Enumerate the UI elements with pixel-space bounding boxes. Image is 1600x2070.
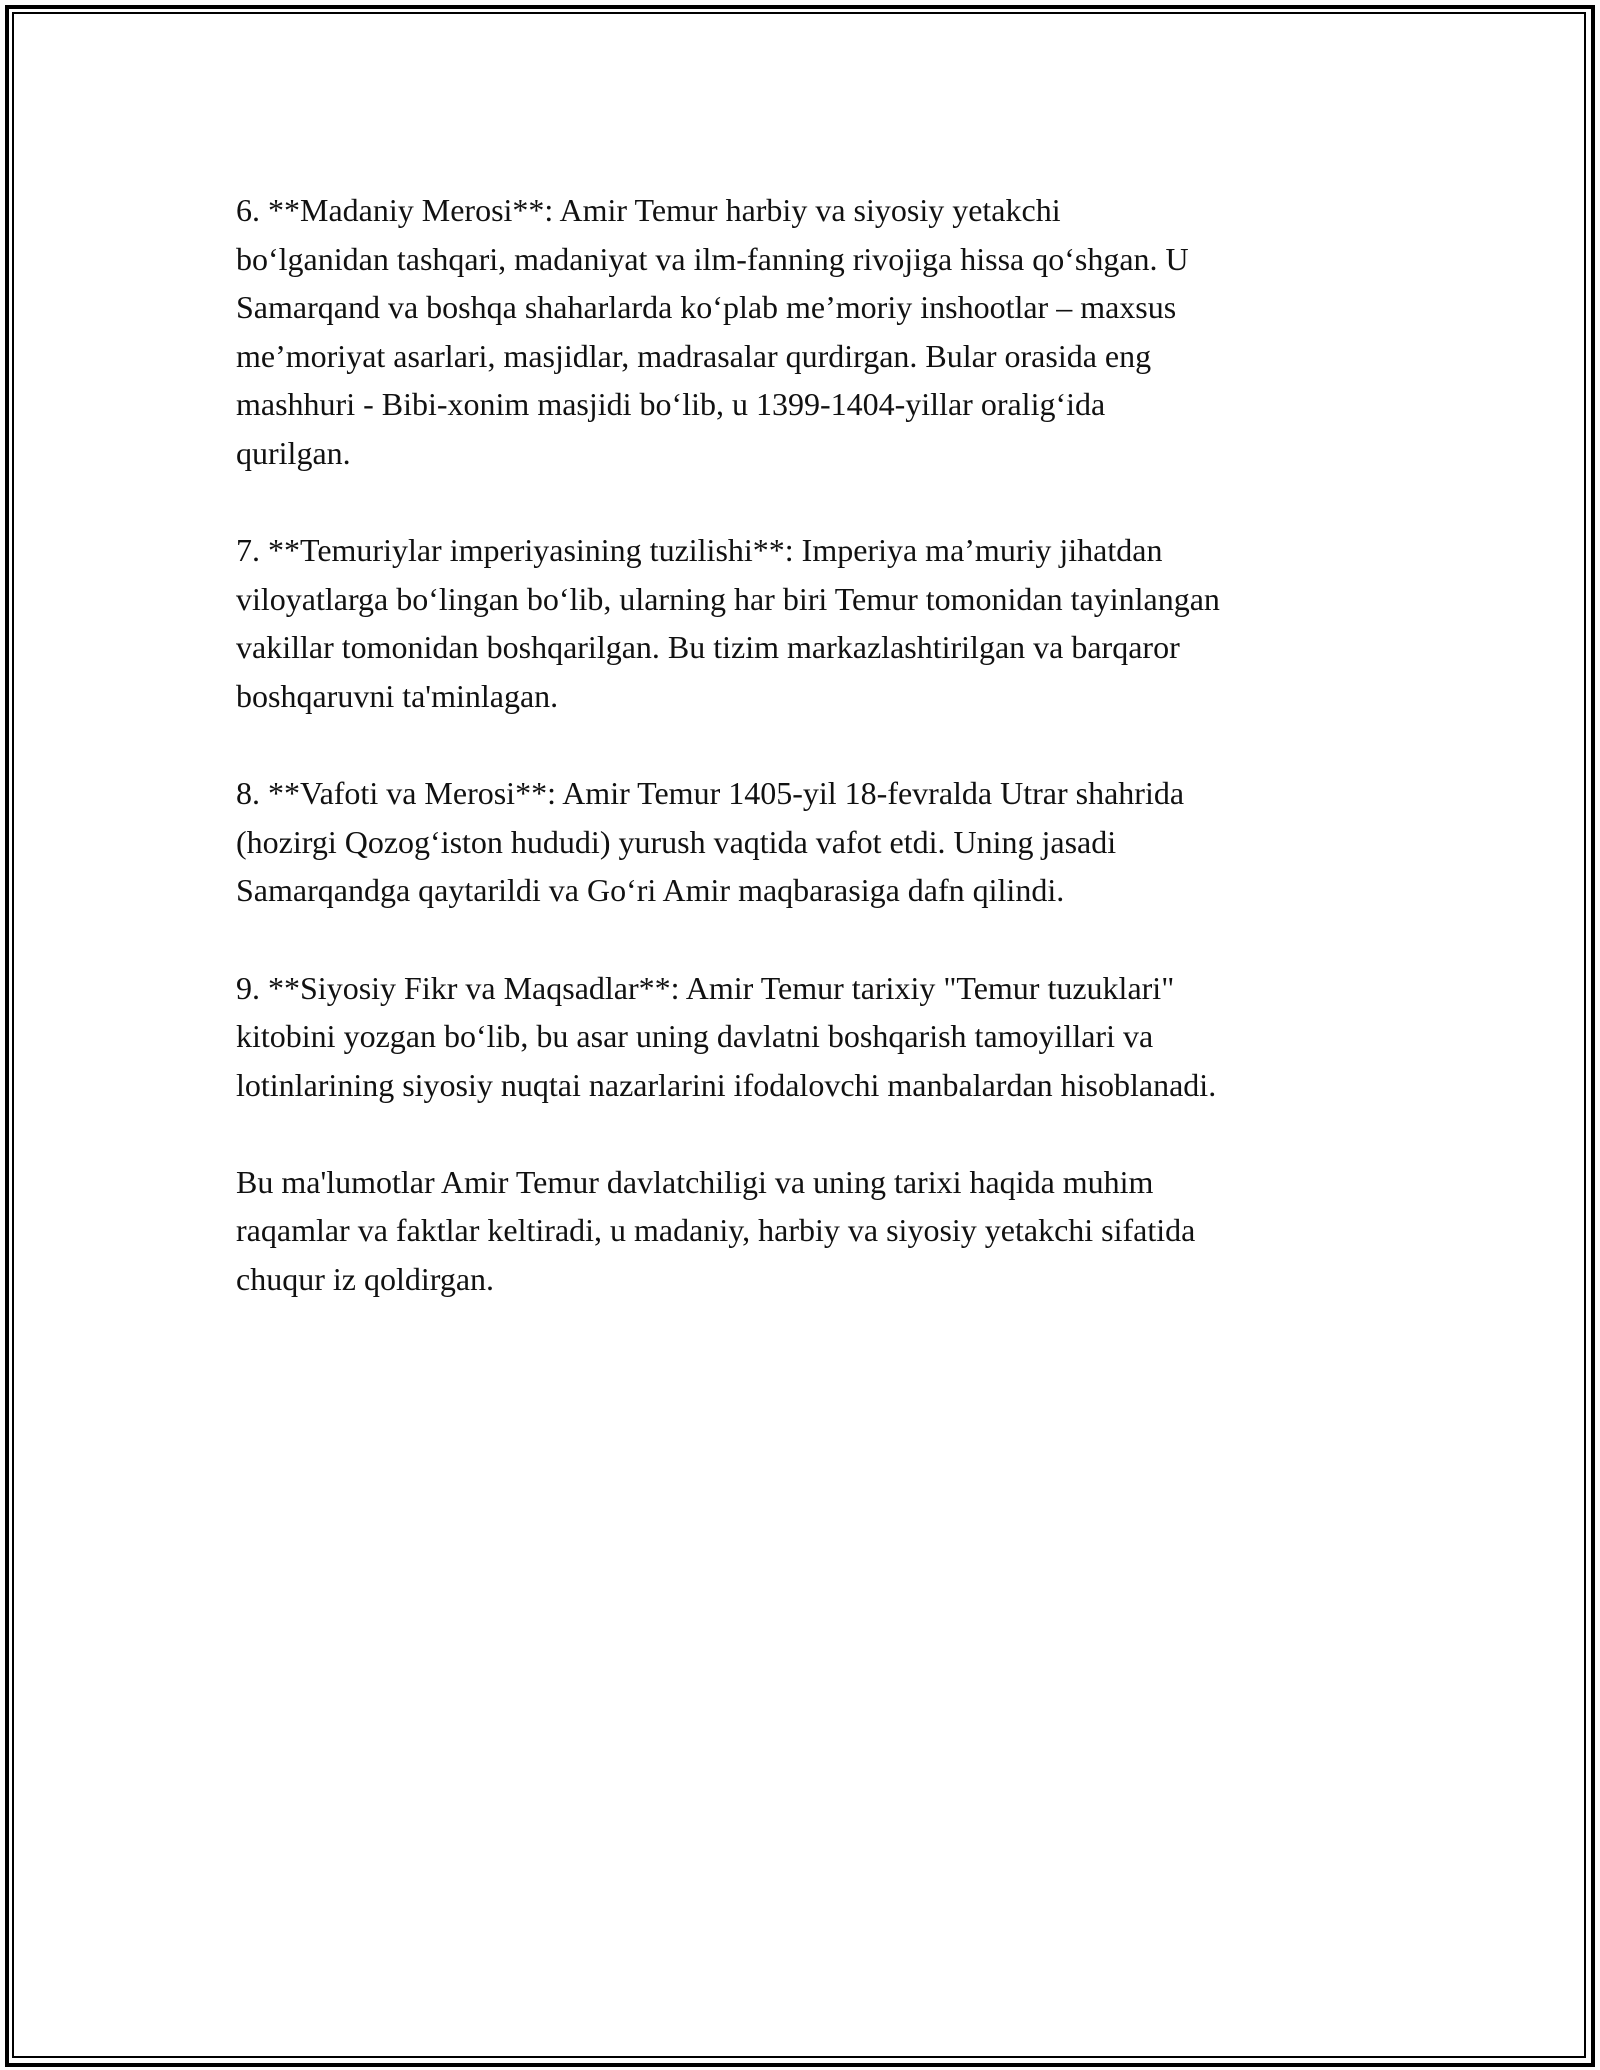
document-body — [236, 186, 1396, 1352]
paragraph-conclusion: Bu ma'lumotlar Amir Temur davlatchiligi va uning tarixi haqida muhim raqamlar va faktlar keltiradi, u madaniy, harbiy va siyosiy yetakchi sifatida chuqur iz qoldirgan. — [236, 1163, 1196, 1298]
paragraph-vafoti-va-merosi: 8. **Vafoti va Merosi**: Amir Temur 1405-yil 18-fevralda Utrar shahrida (hozirgi Qozog‘iston hududi) yurush vaqtida vafot etdi. Uning jasadi Samarqandga qaytarildi va Go‘ri Amir maqbarasiga dafn qilindi. — [236, 775, 1185, 909]
paragraph-temuriylar-imperiyasi: 7. **Temuriylar imperiyasining tuzilishi**: Imperiya ma’muriy jihatdan viloyatlarga bo‘lingan bo‘lib, ularning har biri Temur tomonidan tayinlangan vakillar tomonidan boshqarilgan. Bu tizim markazlashtirilgan va barqaror boshqaruvni ta'minlagan. — [236, 532, 1220, 714]
paragraph-madaniy-merosi: 6. **Madaniy Merosi**: Amir Temur harbiy va siyosiy yetakchi bo‘lganidan tashqari, madaniyat va ilm-fanning rivojiga hissa qo‘shgan. U Samarqand va boshqa shaharlarda ko‘plab me’moriy inshootlar – maxsus me’moriyat asarlari, masjidlar, madrasalar qurdirgan. Bular orasida eng mashhuri - Bibi-xonim masjidi bo‘lib, u 1399-1404-yillar oralig‘ida qurilgan. — [236, 192, 1189, 471]
paragraph-siyosiy-fikr: 9. **Siyosiy Fikr va Maqsadlar**: Amir Temur tarixiy "Temur tuzuklari" kitobini yozgan bo‘lib, bu asar uning davlatni boshqarish tamoyillari va lotinlarining siyosiy nuqtai nazarlarini ifodalovchi manbalardan hisoblanadi. — [236, 969, 1217, 1103]
